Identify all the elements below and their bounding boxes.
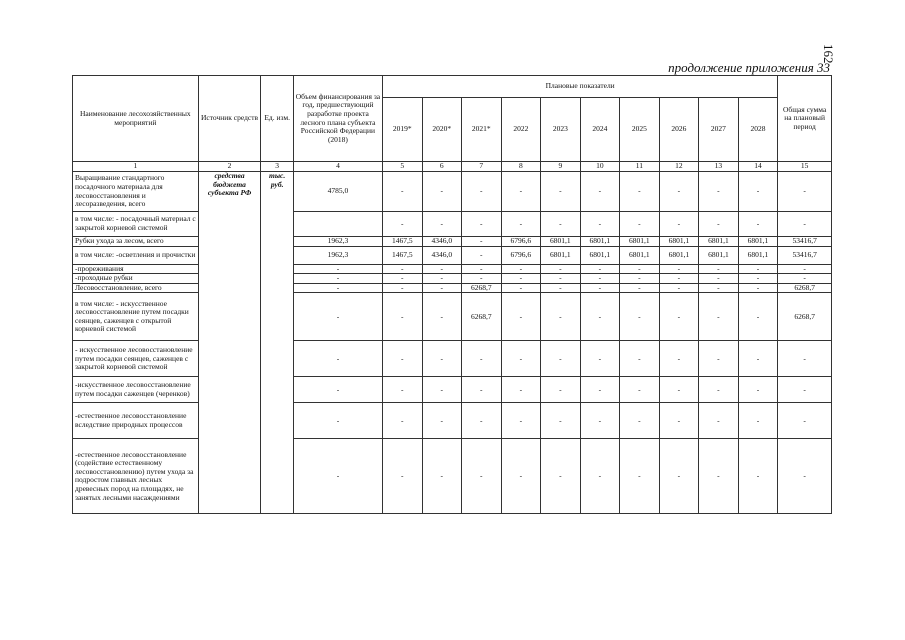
table-row — [73, 439, 832, 514]
value-cell: - — [383, 274, 423, 284]
continuation-title: продолжение приложения 33 — [668, 60, 830, 75]
value-cell: - — [738, 439, 778, 514]
value-cell: - — [699, 293, 739, 341]
table-row — [73, 403, 832, 439]
col-header-year: 2019* — [383, 98, 423, 162]
value-cell: 6801,1 — [580, 237, 620, 247]
table-row — [73, 377, 832, 403]
value-cell: - — [620, 172, 660, 212]
col-header-volume: Объем финансирования за год, предшествующий разработке проекта лесного плана субъекта Российской Федерации (2018) — [293, 76, 382, 162]
row-name: Рубки ухода за лесом, всего — [73, 237, 199, 247]
value-cell: - — [659, 274, 699, 284]
value-cell: - — [778, 377, 832, 403]
table-row — [73, 212, 832, 237]
row-name: - искусственное лесовосстановление путем посадки сеянцев, саженцев с закрытой корневой системой — [73, 341, 199, 377]
value-cell: - — [699, 172, 739, 212]
table-row — [73, 172, 832, 212]
value-cell: 6801,1 — [541, 237, 581, 247]
col-header-year: 2020* — [422, 98, 462, 162]
value-cell: 6796,6 — [501, 237, 541, 247]
value-cell: 1962,3 — [293, 237, 382, 247]
value-cell: - — [383, 377, 423, 403]
column-number: 12 — [659, 162, 699, 172]
row-name: -прореживания — [73, 264, 199, 274]
value-cell: - — [422, 264, 462, 274]
row-name: -естественное лесовосстановление вследствие природных процессов — [73, 403, 199, 439]
value-cell: - — [501, 274, 541, 284]
value-cell: - — [541, 283, 581, 293]
value-cell: 6268,7 — [778, 283, 832, 293]
value-cell: - — [422, 274, 462, 284]
row-name: в том числе: - посадочный материал с закрытой корневой системой — [73, 212, 199, 237]
value-cell: - — [580, 293, 620, 341]
value-cell: - — [501, 212, 541, 237]
column-number: 7 — [462, 162, 502, 172]
value-cell: - — [462, 172, 502, 212]
col-header-year: 2022 — [501, 98, 541, 162]
value-cell: - — [383, 283, 423, 293]
financing-table — [72, 75, 832, 514]
value-cell: - — [659, 403, 699, 439]
value-cell: - — [383, 264, 423, 274]
col-header-year: 2023 — [541, 98, 581, 162]
value-cell: - — [541, 274, 581, 284]
value-cell: - — [620, 341, 660, 377]
column-number: 3 — [261, 162, 293, 172]
value-cell: - — [293, 283, 382, 293]
value-cell: - — [422, 172, 462, 212]
value-cell: - — [501, 403, 541, 439]
table-body — [73, 172, 832, 514]
source-cell: средства бюджета субъекта РФ — [198, 172, 261, 514]
col-header-year: 2026 — [659, 98, 699, 162]
column-number: 6 — [422, 162, 462, 172]
value-cell: - — [462, 212, 502, 237]
value-cell: - — [620, 274, 660, 284]
value-cell: 6801,1 — [580, 246, 620, 264]
value-cell: - — [659, 264, 699, 274]
value-cell: - — [293, 341, 382, 377]
value-cell: - — [541, 341, 581, 377]
col-header-year: 2028 — [738, 98, 778, 162]
value-cell: 4346,0 — [422, 246, 462, 264]
value-cell: - — [620, 283, 660, 293]
value-cell: - — [659, 377, 699, 403]
value-cell: - — [620, 377, 660, 403]
value-cell: 6801,1 — [659, 246, 699, 264]
col-header-total: Общая сумма на плановый период — [778, 76, 832, 162]
value-cell: - — [738, 377, 778, 403]
value-cell: - — [462, 377, 502, 403]
value-cell: - — [699, 377, 739, 403]
value-cell: - — [422, 293, 462, 341]
column-number: 4 — [293, 162, 382, 172]
value-cell: - — [383, 293, 423, 341]
column-number: 9 — [541, 162, 581, 172]
value-cell: 4785,0 — [293, 172, 382, 212]
value-cell: - — [738, 293, 778, 341]
value-cell: - — [620, 212, 660, 237]
value-cell: 6268,7 — [462, 283, 502, 293]
value-cell: - — [383, 212, 423, 237]
row-name: Лесовосстановление, всего — [73, 283, 199, 293]
value-cell: 1467,5 — [383, 246, 423, 264]
value-cell: - — [580, 274, 620, 284]
value-cell: 4346,0 — [422, 237, 462, 247]
value-cell: - — [778, 439, 832, 514]
value-cell: - — [462, 237, 502, 247]
value-cell: - — [580, 264, 620, 274]
row-name: -искусственное лесовосстановление путем посадки саженцев (черенков) — [73, 377, 199, 403]
value-cell: - — [738, 212, 778, 237]
value-cell: - — [293, 293, 382, 341]
table-row — [73, 246, 832, 264]
value-cell: - — [738, 172, 778, 212]
col-header-year: 2027 — [699, 98, 739, 162]
col-header-unit: Ед. изм. — [261, 76, 293, 162]
value-cell: - — [422, 377, 462, 403]
value-cell: - — [383, 341, 423, 377]
row-name: в том числе: -осветления и прочистки — [73, 246, 199, 264]
value-cell: - — [778, 172, 832, 212]
value-cell: - — [293, 439, 382, 514]
col-header-year: 2021* — [462, 98, 502, 162]
value-cell: 6801,1 — [659, 237, 699, 247]
unit-cell: тыс. руб. — [261, 172, 293, 514]
value-cell: - — [541, 172, 581, 212]
value-cell: - — [738, 283, 778, 293]
value-cell: - — [541, 264, 581, 274]
value-cell: - — [293, 403, 382, 439]
value-cell: - — [659, 212, 699, 237]
value-cell: - — [778, 341, 832, 377]
value-cell: - — [738, 264, 778, 274]
column-number: 11 — [620, 162, 660, 172]
value-cell: 1467,5 — [383, 237, 423, 247]
value-cell: - — [659, 172, 699, 212]
value-cell: - — [501, 341, 541, 377]
value-cell: - — [699, 341, 739, 377]
value-cell: - — [541, 377, 581, 403]
value-cell: - — [580, 439, 620, 514]
column-number: 2 — [198, 162, 261, 172]
value-cell: - — [383, 439, 423, 514]
value-cell: - — [580, 377, 620, 403]
value-cell: - — [541, 403, 581, 439]
value-cell: - — [422, 439, 462, 514]
column-number: 15 — [778, 162, 832, 172]
value-cell: - — [462, 403, 502, 439]
value-cell: - — [778, 264, 832, 274]
col-header-name: Наименование лесохозяйственных мероприятий — [73, 76, 199, 162]
table-row — [73, 264, 832, 274]
value-cell: - — [383, 403, 423, 439]
value-cell: 6801,1 — [699, 237, 739, 247]
value-cell: - — [699, 403, 739, 439]
value-cell: - — [422, 212, 462, 237]
value-cell: 6801,1 — [541, 246, 581, 264]
value-cell: - — [462, 341, 502, 377]
value-cell: - — [422, 283, 462, 293]
value-cell: - — [541, 439, 581, 514]
column-number: 10 — [580, 162, 620, 172]
col-header-year: 2024 — [580, 98, 620, 162]
value-cell: 1962,3 — [293, 246, 382, 264]
value-cell: - — [501, 439, 541, 514]
value-cell: - — [699, 274, 739, 284]
value-cell: - — [580, 403, 620, 439]
header-row-main — [73, 76, 832, 98]
value-cell: - — [501, 172, 541, 212]
value-cell: 6268,7 — [778, 293, 832, 341]
value-cell: - — [293, 264, 382, 274]
col-header-plan: Плановые показатели — [383, 76, 778, 98]
value-cell: 6801,1 — [738, 237, 778, 247]
value-cell: 53416,7 — [778, 237, 832, 247]
value-cell: - — [699, 283, 739, 293]
table-row — [73, 293, 832, 341]
value-cell: - — [541, 293, 581, 341]
value-cell: 53416,7 — [778, 246, 832, 264]
table-row — [73, 341, 832, 377]
value-cell: - — [659, 439, 699, 514]
value-cell: - — [778, 403, 832, 439]
value-cell: - — [422, 403, 462, 439]
column-number: 5 — [383, 162, 423, 172]
value-cell: - — [383, 172, 423, 212]
value-cell: 6801,1 — [620, 237, 660, 247]
column-number-row — [73, 162, 832, 172]
value-cell: - — [738, 274, 778, 284]
column-number: 8 — [501, 162, 541, 172]
column-number: 14 — [738, 162, 778, 172]
column-number: 13 — [699, 162, 739, 172]
value-cell: - — [699, 264, 739, 274]
row-name: -естественное лесовосстановление (содействие естественному лесовосстановлению) путем ухода за подростом главных лесных древесных пород на площадях, не занятых лесными насаждениями — [73, 439, 199, 514]
value-cell: 6801,1 — [738, 246, 778, 264]
value-cell: - — [778, 212, 832, 237]
value-cell: - — [580, 341, 620, 377]
value-cell: - — [699, 439, 739, 514]
value-cell: - — [620, 439, 660, 514]
value-cell: 6801,1 — [699, 246, 739, 264]
table-row — [73, 283, 832, 293]
value-cell: - — [580, 172, 620, 212]
value-cell: - — [620, 293, 660, 341]
value-cell: - — [580, 212, 620, 237]
col-header-source: Источник средств — [198, 76, 261, 162]
value-cell: - — [462, 246, 502, 264]
value-cell: 6796,6 — [501, 246, 541, 264]
value-cell: - — [699, 212, 739, 237]
value-cell: - — [501, 264, 541, 274]
value-cell: - — [778, 274, 832, 284]
column-number: 1 — [73, 162, 199, 172]
value-cell: - — [462, 439, 502, 514]
value-cell: - — [620, 264, 660, 274]
value-cell: - — [659, 283, 699, 293]
value-cell: - — [738, 341, 778, 377]
value-cell: - — [501, 283, 541, 293]
table-row — [73, 274, 832, 284]
row-name: Выращивание стандартного посадочного материала для лесовосстановления и лесоразведения, всего — [73, 172, 199, 212]
value-cell: - — [462, 274, 502, 284]
row-name: в том числе: - искусственное лесовосстановление путем посадки сеянцев, саженцев с открытой корневой системой — [73, 293, 199, 341]
value-cell: 6801,1 — [620, 246, 660, 264]
table-row — [73, 237, 832, 247]
value-cell: - — [541, 212, 581, 237]
value-cell: - — [462, 264, 502, 274]
page-number: 162 — [821, 44, 836, 64]
value-cell: - — [293, 377, 382, 403]
value-cell: - — [501, 293, 541, 341]
value-cell: - — [659, 341, 699, 377]
value-cell: - — [738, 403, 778, 439]
value-cell: - — [501, 377, 541, 403]
value-cell: - — [659, 293, 699, 341]
value-cell: 6268,7 — [462, 293, 502, 341]
col-header-year: 2025 — [620, 98, 660, 162]
value-cell: - — [580, 283, 620, 293]
row-name: -проходные рубки — [73, 274, 199, 284]
value-cell — [293, 212, 382, 237]
value-cell: - — [620, 403, 660, 439]
value-cell: - — [293, 274, 382, 284]
value-cell: - — [422, 341, 462, 377]
